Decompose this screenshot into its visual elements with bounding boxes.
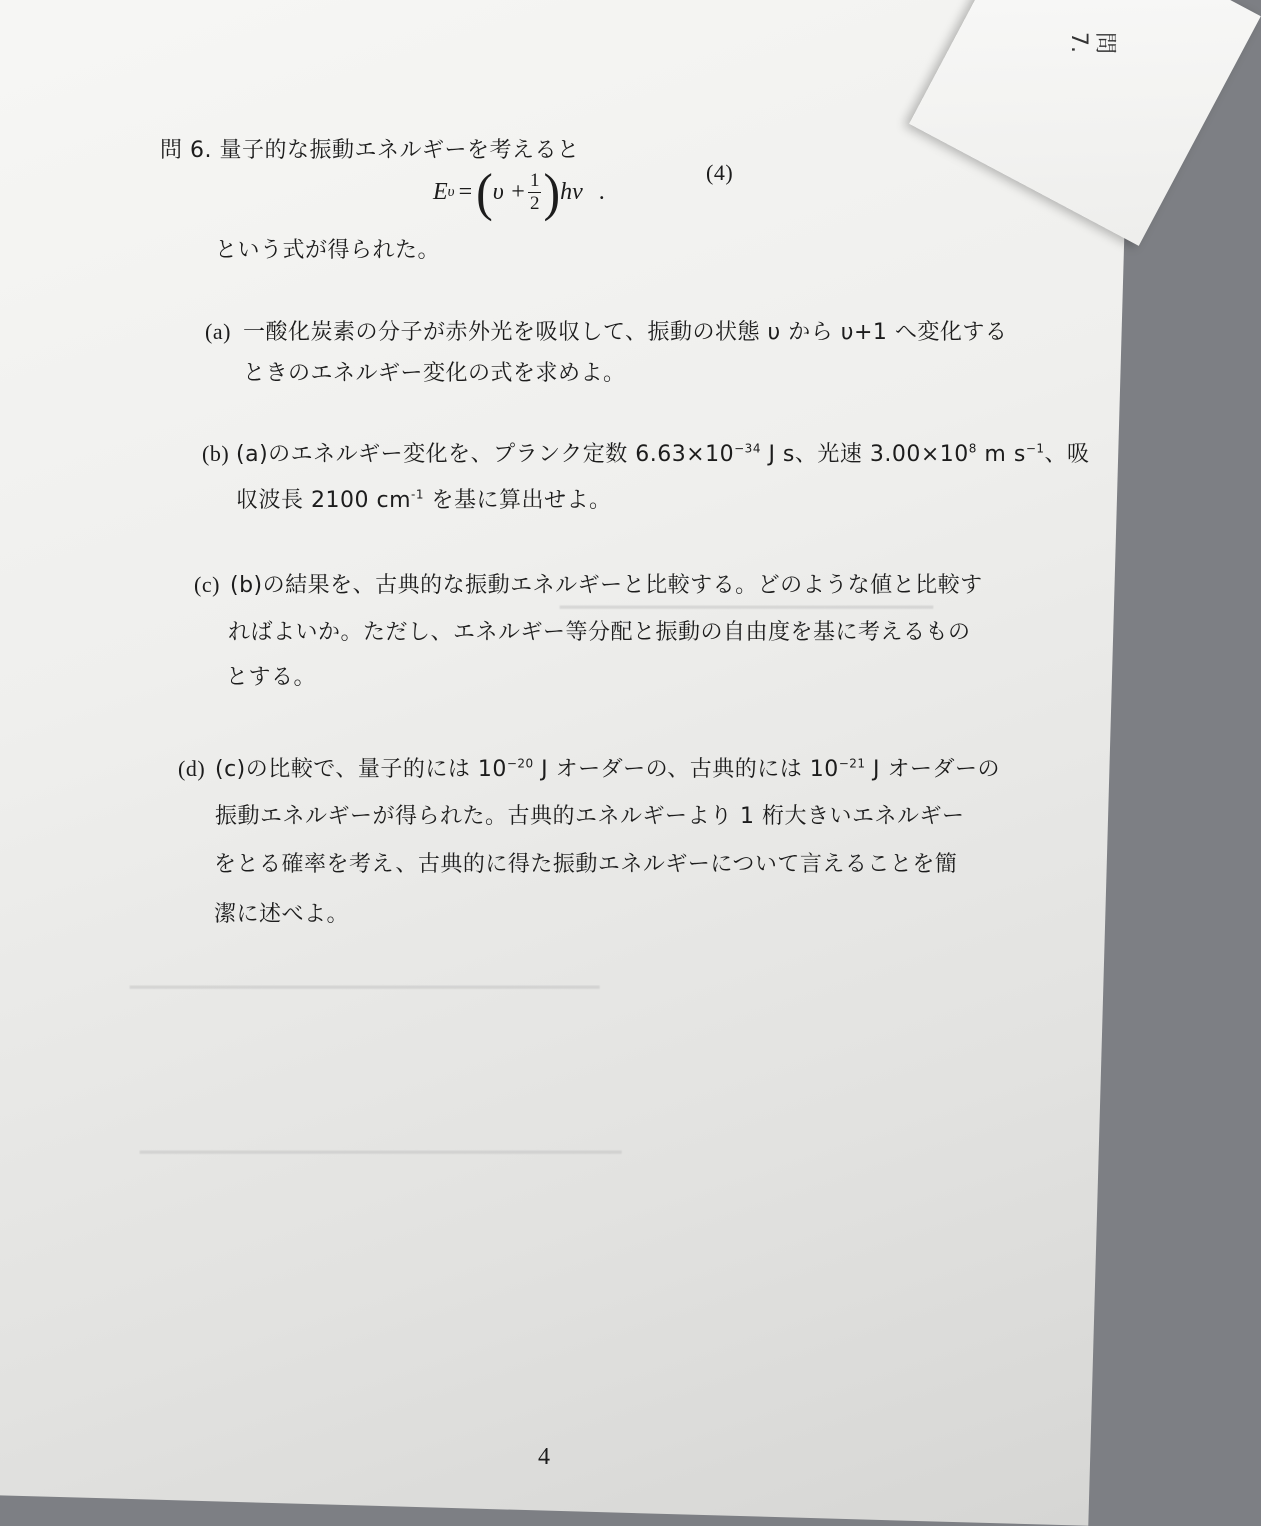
part-d-line4: 潔に述べよ。 [214, 902, 350, 927]
equation-equals: = [458, 178, 473, 205]
fraction-denominator: 2 [529, 192, 540, 214]
equation-fraction [528, 170, 542, 215]
equation-period: . [598, 178, 605, 205]
after-equation-text: という式が得られた。 [215, 238, 441, 263]
part-b-label: (b) [202, 441, 230, 466]
exponent: −1 [1025, 441, 1045, 456]
bleed-through-text: ━━━━━━━━━━━━━━━━━━━━━━━━━━━━━━━ [560, 595, 934, 619]
exponent: -1 [411, 487, 424, 502]
part-b-text: (a)のエネルギー変化を、プランク定数 6.63×10 [236, 442, 735, 467]
part-c-line3: とする。 [226, 665, 317, 690]
part-a-label: (a) [205, 319, 231, 344]
part-d-text: J オーダーの、古典的には 10 [533, 757, 839, 782]
part-b-line2 [236, 483, 611, 514]
equation-close-paren: ) [543, 162, 561, 222]
equation-number: (4) [706, 160, 734, 185]
exponent: −21 [838, 756, 866, 771]
equation-inner: υ + [492, 178, 526, 205]
equation-lhs: E [433, 178, 448, 205]
equation-4 [433, 162, 605, 222]
page-number: 4 [538, 1444, 550, 1470]
part-a-line1: 一酸化炭素の分子が赤外光を吸収して、振動の状態 υ から υ+1 へ変化する [243, 320, 1008, 345]
exponent: 8 [968, 441, 977, 456]
exponent: −20 [506, 756, 534, 771]
part-c-label: (c) [194, 572, 220, 597]
part-b-text: を基に算出せよ。 [423, 488, 612, 513]
part-c-line2: ればよいか。ただし、エネルギー等分配と振動の自由度を基に考えるもの [228, 620, 971, 645]
part-b-text: m s [976, 442, 1026, 467]
part-b-line1 [236, 437, 1090, 468]
exponent: −34 [734, 441, 761, 456]
fraction-numerator: 1 [529, 169, 540, 191]
part-d-line3: をとる確率を考え、古典的に得た振動エネルギーについて言えることを簡 [214, 852, 958, 877]
next-page-corner-text: 問7. [1066, 32, 1117, 55]
part-b-text: 、吸 [1044, 442, 1090, 467]
part-d-text: J オーダーの [865, 757, 1001, 782]
part-b-text: 収波長 2100 cm [236, 488, 412, 513]
part-d-label: (d) [178, 756, 206, 781]
part-d-line1 [215, 752, 1000, 783]
part-d-text: (c)の比較で、量子的には 10 [215, 757, 507, 782]
bleed-through-text: ━━━━━━━━━━━━━━━━━━━━━━━━━━━━━━━━━━━━━━━━ [140, 1140, 622, 1164]
equation-lhs-subscript: υ [447, 183, 455, 200]
part-c-line1: (b)の結果を、古典的な振動エネルギーと比較する。どのような値と比較す [230, 573, 983, 598]
part-a-line2: ときのエネルギー変化の式を求めよ。 [243, 361, 626, 386]
equation-open-paren: ( [476, 162, 493, 222]
part-b-text: J s、光速 3.00×10 [760, 442, 969, 467]
equation-tail: hν [560, 178, 583, 205]
question-heading: 問 6. 量子的な振動エネルギーを考えると [160, 138, 580, 163]
bleed-through-text: ━━━━━━━━━━━━━━━━━━━━━━━━━━━━━━━━━━━━━━━ [130, 975, 600, 999]
part-d-line2: 振動エネルギーが得られた。古典的エネルギーより 1 桁大きいエネルギー [215, 804, 965, 829]
